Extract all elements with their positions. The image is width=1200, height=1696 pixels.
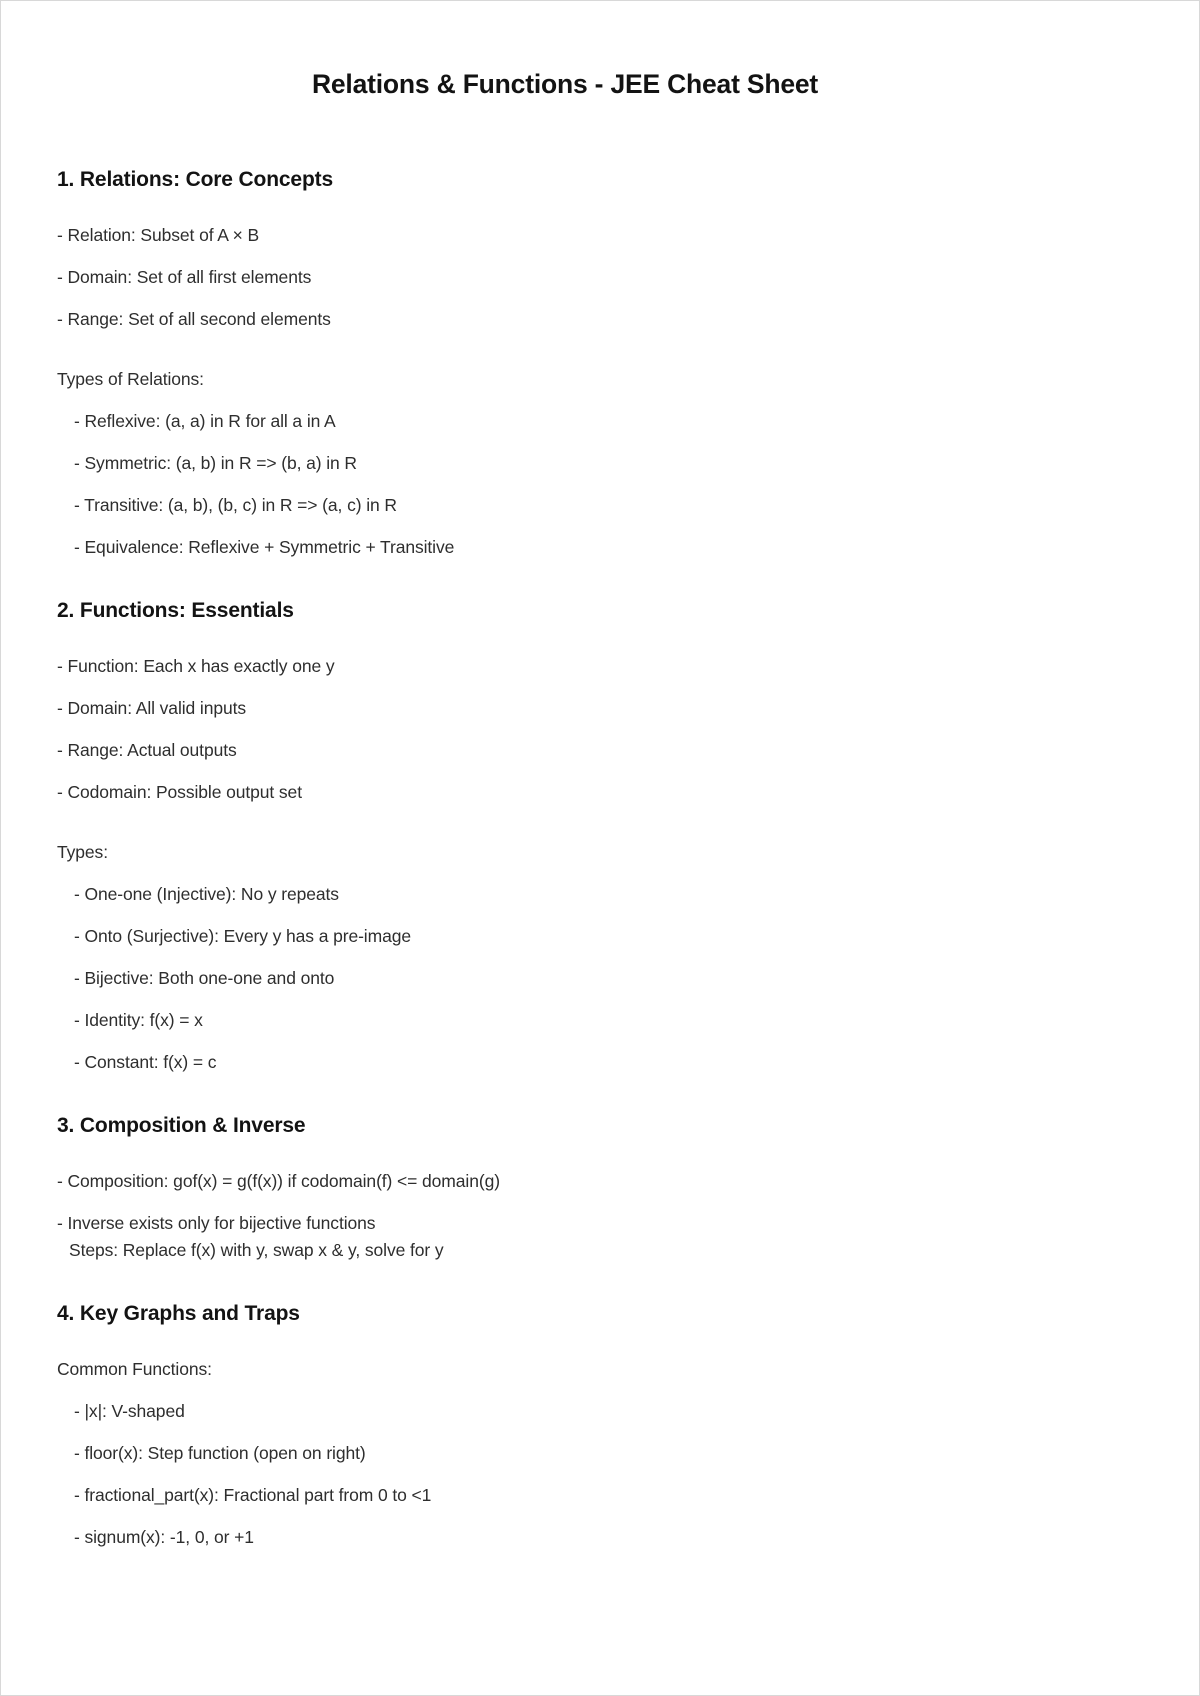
- subgroup-label: Types:: [57, 842, 108, 862]
- spacer: [57, 1464, 1095, 1485]
- section-bullet-list: [57, 1171, 1095, 1261]
- spacer: [57, 390, 1095, 411]
- spacer: [57, 947, 1095, 968]
- bullet-item: - Inverse exists only for bijective functions: [57, 1213, 376, 1233]
- section-functions-essentials: [57, 599, 1095, 1073]
- subgroup-common-functions: [57, 1359, 1095, 1548]
- bullet-item: - Codomain: Possible output set: [57, 782, 302, 802]
- sub-bullet-item: - Onto (Surjective): Every y has a pre-image: [74, 926, 411, 946]
- section-bullet-list: [57, 656, 1095, 803]
- bullet-item: - Range: Set of all second elements: [57, 309, 331, 329]
- spacer: [57, 719, 1095, 740]
- spacer: [57, 863, 1095, 884]
- section-bullet-list: [57, 225, 1095, 330]
- sub-bullet-item: - fractional_part(x): Fractional part from 0 to <1: [74, 1485, 432, 1505]
- steps-line: Steps: Replace f(x) with y, swap x & y, solve for y: [69, 1240, 444, 1260]
- sub-bullet-item: - Equivalence: Reflexive + Symmetric + Transitive: [74, 537, 455, 557]
- bullet-item: - Domain: All valid inputs: [57, 698, 247, 718]
- bullet-item: - Composition: gof(x) = g(f(x)) if codomain(f) <= domain(g): [57, 1171, 500, 1191]
- section-key-graphs-and-traps: [57, 1302, 1095, 1548]
- section-heading: 1. Relations: Core Concepts: [57, 168, 334, 191]
- sub-bullet-item: - floor(x): Step function (open on right): [74, 1443, 366, 1463]
- sub-bullet-item: - Constant: f(x) = c: [74, 1052, 217, 1072]
- subgroup-function-types: [57, 842, 1095, 1073]
- subgroup-relations-types: [57, 369, 1095, 558]
- bullet-item: - Relation: Subset of A × B: [57, 225, 260, 245]
- spacer: [57, 516, 1095, 537]
- spacer: [57, 1422, 1095, 1443]
- spacer: [57, 1506, 1095, 1527]
- spacer: [57, 905, 1095, 926]
- sub-bullet-item: - Reflexive: (a, a) in R for all a in A: [74, 411, 336, 431]
- spacer: [57, 474, 1095, 495]
- sub-bullet-item: - Identity: f(x) = x: [74, 1010, 203, 1030]
- section-heading: 3. Composition & Inverse: [57, 1114, 306, 1137]
- section-composition-inverse: [57, 1114, 1095, 1261]
- section-heading: 4. Key Graphs and Traps: [57, 1302, 300, 1325]
- sub-bullet-item: - Transitive: (a, b), (b, c) in R => (a, c) in R: [74, 495, 397, 515]
- page-title: Relations & Functions - JEE Cheat Sheet: [311, 69, 819, 99]
- sub-bullet-item: - Symmetric: (a, b) in R => (b, a) in R: [74, 453, 357, 473]
- subgroup-label: Types of Relations:: [57, 369, 204, 389]
- sub-bullet-item: - |x|: V-shaped: [74, 1401, 185, 1421]
- section-heading: 2. Functions: Essentials: [57, 599, 294, 622]
- spacer: [57, 761, 1095, 782]
- sub-bullet-item: - One-one (Injective): No y repeats: [74, 884, 339, 904]
- spacer: [57, 989, 1095, 1010]
- subgroup-label: Common Functions:: [57, 1359, 212, 1379]
- sub-bullet-item: - Bijective: Both one-one and onto: [74, 968, 335, 988]
- spacer: [57, 1031, 1095, 1052]
- spacer: [57, 1192, 1095, 1213]
- spacer: [57, 677, 1095, 698]
- sub-bullet-item: - signum(x): -1, 0, or +1: [74, 1527, 254, 1547]
- spacer: [57, 1380, 1095, 1401]
- bullet-item: - Function: Each x has exactly one y: [57, 656, 335, 676]
- spacer: [57, 246, 1095, 267]
- spacer: [57, 432, 1095, 453]
- bullet-item: - Domain: Set of all first elements: [57, 267, 312, 287]
- bullet-item: - Range: Actual outputs: [57, 740, 237, 760]
- spacer: [57, 288, 1095, 309]
- section-relations-core-concepts: [57, 168, 1095, 558]
